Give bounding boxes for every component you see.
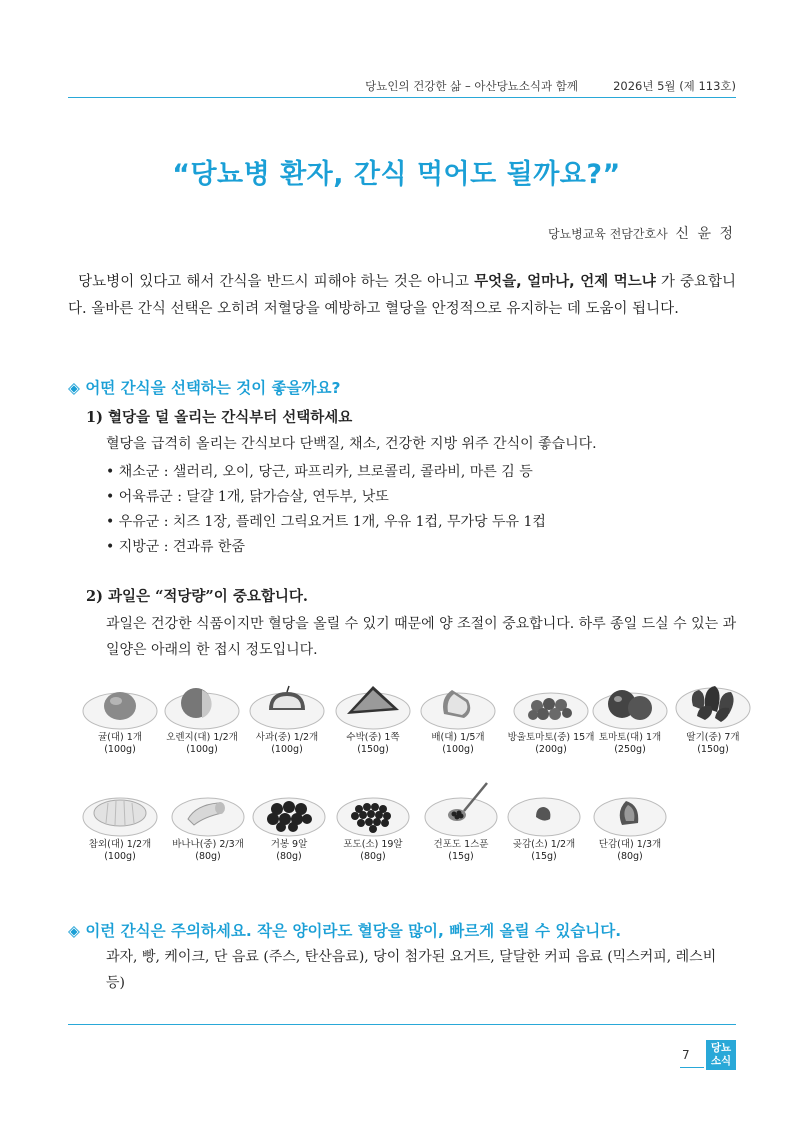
fruit-label: 바나나(중) 2/3개: [172, 839, 244, 850]
badge-line-1: 당뇨: [710, 1042, 732, 1054]
header-divider: [68, 97, 736, 98]
korean-melon-icon: [80, 783, 160, 839]
watermelon-icon: [333, 678, 413, 732]
bullet-fat: • 지방군 : 견과류 한줌: [106, 539, 245, 555]
page-number-underline: [680, 1067, 704, 1068]
fruit-apple: [241, 678, 333, 756]
fruit-weight: (15g): [531, 851, 557, 862]
intro-text-1: 당뇨병이 있다고 해서 간식을 반드시 피해야 하는 것은 아니고: [78, 274, 475, 290]
fruit-label: 사과(중) 1/2개: [255, 732, 319, 743]
section2-heading: ◈ 이런 간식은 주의하세요. 작은 양이라도 혈당을 많이, 빠르게 올릴 수 있습니다.: [68, 922, 622, 940]
fruit-weight: (250g): [614, 744, 646, 755]
sub2-text: 과일은 건강한 식품이지만 혈당을 올릴 수 있기 때문에 양 조절이 중요합니다. 하루 종일 드실 수 있는 과일양은 아래의 한 접시 정도입니다.: [106, 616, 737, 658]
author-line: [548, 223, 735, 243]
bullet-dairy: • 우유군 : 치즈 1장, 플레인 그릭요거트 1개, 우유 1컵, 무가당 두유 1컵: [106, 514, 546, 530]
fruit-grape: [327, 783, 419, 863]
orange-icon: [162, 678, 242, 732]
fruit-label: 거봉 9알: [270, 839, 308, 850]
fruit-tangerine: [74, 678, 166, 756]
fruit-weight: (80g): [276, 851, 302, 862]
fruit-weight: (80g): [360, 851, 386, 862]
intro-text-2: 가 중요합니다. 올바른 간식 선택은 오히려 저혈당을 예방하고 혈당을 안정적으로 유지하는 데 도움이 됩니다.: [68, 274, 736, 317]
fruit-label: 건포도 1스푼: [433, 839, 489, 850]
fruit-orange: [156, 678, 248, 756]
header-issue: 2026년 5월 (제 113호): [613, 79, 736, 93]
fruit-weight: (100g): [186, 744, 218, 755]
fruit-persimmon: [584, 783, 676, 863]
fruit-label: 포도(소) 19알: [343, 839, 403, 850]
fruit-label: 단감(대) 1/3개: [598, 839, 662, 850]
cherry-tomato-icon: [511, 678, 591, 732]
fruit-banana: [162, 783, 254, 863]
fruit-weight: (100g): [104, 851, 136, 862]
fruit-weight: (150g): [697, 744, 729, 755]
fruit-label: 참외(대) 1/2개: [88, 839, 152, 850]
dried-persimmon-icon: [504, 783, 584, 839]
fruit-label: 곶감(소) 1/2개: [512, 839, 576, 850]
fruit-strawberry: [667, 672, 759, 756]
sub1-heading: 1) 혈당을 덜 올리는 간식부터 선택하세요: [86, 409, 353, 426]
fruit-label: 토마토(대) 1개: [598, 732, 662, 743]
fruit-pear: [412, 678, 504, 756]
strawberry-icon: [673, 672, 753, 732]
fruit-weight: (150g): [357, 744, 389, 755]
fruit-weight: (100g): [442, 744, 474, 755]
pear-icon: [418, 678, 498, 732]
section2-text: 과자, 빵, 케이크, 단 음료 (주스, 탄산음료), 당이 첨가된 요거트, 달달한 커피 음료 (믹스커피, 레스비 등): [106, 949, 717, 991]
persimmon-icon: [590, 783, 670, 839]
sub2-heading: 2) 과일은 “적당량”이 중요합니다.: [86, 588, 308, 605]
intro-paragraph: [68, 269, 736, 323]
bullet-meat-fish: • 어육류군 : 달걀 1개, 닭가슴살, 연두부, 낫또: [106, 489, 389, 505]
fruit-label: 방울토마토(중) 15개: [507, 732, 595, 743]
fruit-raisin: [415, 777, 507, 863]
banana-icon: [168, 783, 248, 839]
fruit-label: 딸기(중) 7개: [686, 732, 740, 743]
sub1-text: 혈당을 급격히 올리는 간식보다 단백질, 채소, 건강한 지방 위주 간식이 좋습니다.: [106, 436, 597, 452]
fruit-tomato: [584, 678, 676, 756]
author-role: 당뇨병교육 전담간호사: [547, 227, 668, 241]
tangerine-icon: [80, 678, 160, 732]
article-title: “당뇨병 환자, 간식 먹어도 될까요?”: [172, 159, 621, 190]
fruit-weight: (15g): [448, 851, 474, 862]
fruit-label: 귤(대) 1개: [97, 732, 142, 743]
page-number: 7: [682, 1048, 690, 1062]
header-title: 당뇨인의 건강한 삶 – 아산당뇨소식과 함께: [365, 79, 578, 93]
fruit-weight: (80g): [617, 851, 643, 862]
fruit-weight: (100g): [271, 744, 303, 755]
fruit-weight: (200g): [535, 744, 567, 755]
bullet-vegetable: • 채소군 : 샐러리, 오이, 당근, 파프리카, 브로콜리, 콜라비, 마른 김 등: [106, 464, 533, 480]
fruit-korean-melon: [74, 783, 166, 863]
intro-bold: 무엇을, 얼마나, 언제 먹느냐: [474, 274, 656, 290]
fruit-label: 오렌지(대) 1/2개: [166, 732, 238, 743]
tomato-icon: [590, 678, 670, 732]
fruit-label: 수박(중) 1쪽: [346, 732, 400, 743]
fruit-watermelon: [327, 678, 419, 756]
fruit-dried-persimmon: [498, 783, 590, 863]
kyoho-grape-icon: [249, 783, 329, 839]
newsletter-badge: [706, 1040, 736, 1070]
fruit-kyoho-grape: [243, 783, 335, 863]
fruit-label: 배(대) 1/5개: [431, 732, 485, 743]
fruit-weight: (100g): [104, 744, 136, 755]
page-header: [68, 76, 736, 98]
footer-divider: [68, 1024, 736, 1025]
badge-line-2: 소식: [710, 1055, 732, 1067]
section1-heading: ◈ 어떤 간식을 선택하는 것이 좋을까요?: [68, 379, 341, 397]
raisin-icon: [421, 777, 501, 839]
grape-icon: [333, 783, 413, 839]
apple-icon: [247, 678, 327, 732]
fruit-weight: (80g): [195, 851, 221, 862]
author-name: 신 윤 정: [675, 226, 735, 242]
